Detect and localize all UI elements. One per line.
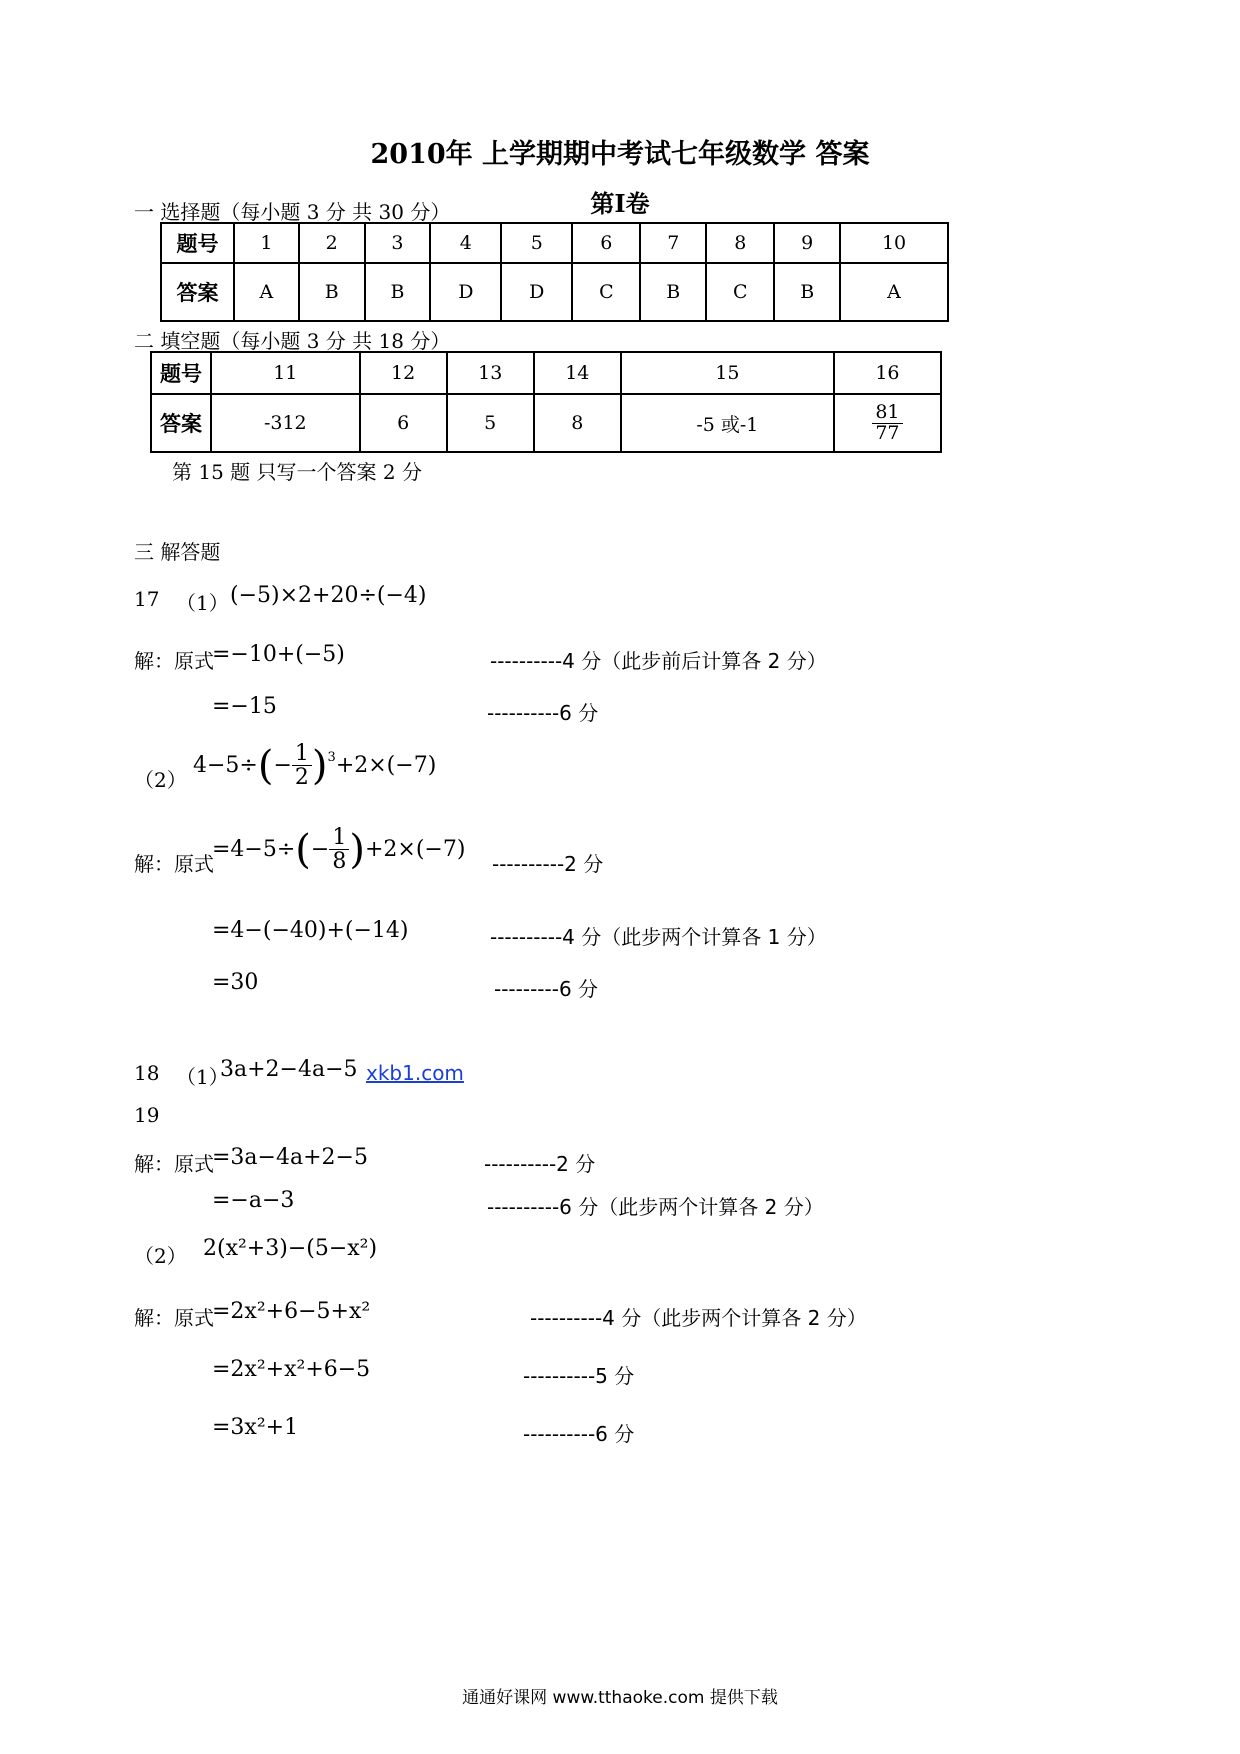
q19-2-step-1: =2x²+6−5+x² — [212, 1299, 371, 1324]
answer-cell: 6 — [360, 394, 447, 452]
expr-part: +2×(−7) — [335, 753, 437, 779]
question-number: 3 — [365, 223, 431, 263]
section-2-heading: 二 填空题（每小题 3 分 共 18 分） — [134, 329, 451, 353]
answer-cell: D — [430, 263, 501, 321]
answer-cell: D — [501, 263, 572, 321]
q19-step-2: =−a−3 — [212, 1188, 295, 1213]
q17-2-step-2: =4−(−40)+(−14) — [212, 918, 409, 943]
paren-open: ( — [257, 742, 274, 789]
answer-label: 答案 — [161, 263, 234, 321]
question-number-label: 题号 — [161, 223, 234, 263]
part-2-label: （2） — [134, 768, 187, 792]
expr-part: =4−5÷ — [212, 837, 296, 863]
solution-label: 解：原式 — [134, 649, 214, 673]
fraction-numerator: 1 — [292, 742, 312, 766]
answer-cell: A — [840, 263, 948, 321]
q17-1-step-1: =−10+(−5) — [212, 642, 345, 667]
question-number: 5 — [501, 223, 572, 263]
q19-2-expression: 2(x²+3)−(5−x²) — [203, 1236, 378, 1261]
answer-cell: A — [234, 263, 299, 321]
part-1-label: （1） — [176, 591, 229, 615]
section-3-heading: 三 解答题 — [134, 540, 221, 564]
exponent: 3 — [327, 750, 336, 765]
question-number: 16 — [834, 352, 941, 394]
q19-2-step-2-score: ----------5 分 — [523, 1364, 635, 1388]
section-1-heading: 一 选择题（每小题 3 分 共 30 分） — [134, 200, 451, 224]
question-number: 12 — [360, 352, 447, 394]
page-title: 2010年 上学期期中考试七年级数学 答案 — [370, 139, 870, 170]
q17-2-step-2-score: ----------4 分（此步两个计算各 1 分） — [490, 925, 827, 949]
answer-cell: C — [572, 263, 640, 321]
question-number: 10 — [840, 223, 948, 263]
q17-2-step-1 — [212, 826, 465, 873]
question-number: 2 — [299, 223, 365, 263]
question-number: 7 — [640, 223, 706, 263]
minus-sign: − — [310, 837, 330, 863]
q17-1-step-1-score: ----------4 分（此步前后计算各 2 分） — [490, 649, 827, 673]
answer-cell: 8 — [534, 394, 621, 452]
question-number: 6 — [572, 223, 640, 263]
solution-label: 解：原式 — [134, 1152, 214, 1176]
q17-2-step-3: =30 — [212, 970, 259, 995]
paren-close: ) — [349, 826, 365, 873]
solution-label: 解：原式 — [134, 1306, 214, 1330]
question-number: 15 — [621, 352, 834, 394]
question-number: 8 — [706, 223, 774, 263]
answer-cell: 5 — [447, 394, 534, 452]
expr-part: +2×(−7) — [364, 837, 466, 863]
question-number-label: 题号 — [151, 352, 211, 394]
expr-part: 4−5÷ — [193, 753, 258, 779]
fraction-denominator: 2 — [294, 765, 309, 791]
q19-2-step-2: =2x²+x²+6−5 — [212, 1357, 371, 1382]
q17-2-expression — [193, 742, 436, 789]
paren-open: ( — [295, 826, 311, 873]
answer-cell: B — [299, 263, 365, 321]
question-number: 13 — [447, 352, 534, 394]
q19-step-1-score: ----------2 分 — [484, 1152, 596, 1176]
answer-label: 答案 — [151, 394, 211, 452]
question-19-number: 19 — [134, 1103, 160, 1127]
fraction-numerator: 81 — [872, 403, 902, 424]
question-17-number: 17 — [134, 587, 160, 611]
answer-cell: B — [365, 263, 431, 321]
fraction-numerator: 1 — [329, 826, 349, 850]
fill-blank-answer-table — [150, 351, 942, 453]
minus-sign: − — [273, 753, 292, 779]
question-number: 14 — [534, 352, 621, 394]
answer-cell: C — [706, 263, 774, 321]
volume-title: 第Ⅰ卷 — [590, 189, 650, 218]
answer-cell: B — [774, 263, 840, 321]
q17-1-expression: (−5)×2+20÷(−4) — [230, 583, 427, 608]
answer-cell: -5 或-1 — [621, 394, 834, 452]
fraction — [292, 742, 312, 789]
question-number: 9 — [774, 223, 840, 263]
part-1-label: （1） — [176, 1065, 229, 1089]
q18-1-expression: 3a+2−4a−5 — [220, 1057, 358, 1082]
fraction — [329, 826, 349, 873]
answer-cell-fraction — [834, 394, 941, 452]
q19-step-2-score: ----------6 分（此步两个计算各 2 分） — [487, 1195, 824, 1219]
question-18-number: 18 — [134, 1061, 160, 1085]
fraction — [872, 400, 902, 444]
q19-step-1: =3a−4a+2−5 — [212, 1145, 368, 1170]
q17-2-step-1-score: ----------2 分 — [492, 852, 604, 876]
q17-1-step-2-score: ----------6 分 — [487, 701, 599, 725]
solution-label: 解：原式 — [134, 852, 214, 876]
part-2-label: （2） — [134, 1244, 187, 1268]
q19-2-step-3-score: ----------6 分 — [523, 1422, 635, 1446]
watermark-link[interactable]: xkb1.com — [366, 1061, 464, 1085]
question-number: 4 — [430, 223, 501, 263]
question-number: 11 — [211, 352, 360, 394]
fraction-denominator: 77 — [875, 421, 900, 444]
q15-scoring-note: 第 15 题 只写一个答案 2 分 — [172, 460, 422, 484]
fraction-denominator: 8 — [332, 849, 347, 875]
paren-close: ) — [311, 742, 328, 789]
q19-2-step-3: =3x²+1 — [212, 1415, 299, 1440]
page-footer: 通通好课网 www.tthaoke.com 提供下载 — [462, 1688, 778, 1708]
q17-1-step-2: =−15 — [212, 694, 277, 719]
answer-cell: -312 — [211, 394, 360, 452]
q19-2-step-1-score: ----------4 分（此步两个计算各 2 分） — [530, 1306, 867, 1330]
multiple-choice-answer-table — [160, 222, 949, 322]
q17-2-step-3-score: ---------6 分 — [494, 977, 599, 1001]
question-number: 1 — [234, 223, 299, 263]
answer-cell: B — [640, 263, 706, 321]
